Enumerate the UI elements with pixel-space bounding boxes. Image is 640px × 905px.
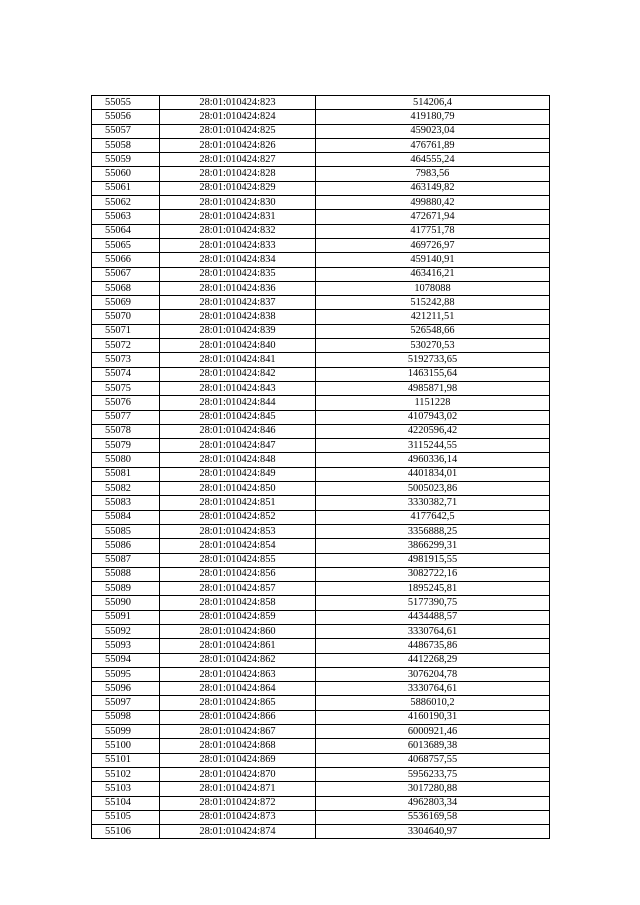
table-row [92, 439, 550, 453]
cadastral-number-cell: 28:01:010424:861 [160, 639, 316, 653]
cadastral-number-cell: 28:01:010424:848 [160, 453, 316, 467]
cadastral-number-cell: 28:01:010424:873 [160, 810, 316, 824]
row-number-cell: 55094 [92, 653, 160, 667]
table-body [92, 96, 550, 839]
cadastral-value-cell: 476761,89 [316, 138, 550, 152]
cadastral-number-cell: 28:01:010424:828 [160, 167, 316, 181]
cadastral-value-cell: 5886010,2 [316, 696, 550, 710]
cadastral-value-cell: 7983,56 [316, 167, 550, 181]
table-row [92, 153, 550, 167]
cadastral-value-cell: 5536169,58 [316, 810, 550, 824]
cadastral-value-cell: 514206,4 [316, 96, 550, 110]
row-number-cell: 55058 [92, 138, 160, 152]
cadastral-number-cell: 28:01:010424:859 [160, 610, 316, 624]
cadastral-value-cell: 6013689,38 [316, 739, 550, 753]
cadastral-value-cell: 4401834,01 [316, 467, 550, 481]
row-number-cell: 55069 [92, 296, 160, 310]
cadastral-number-cell: 28:01:010424:827 [160, 153, 316, 167]
row-number-cell: 55097 [92, 696, 160, 710]
table-row [92, 567, 550, 581]
table-row [92, 453, 550, 467]
cadastral-value-cell: 3082722,16 [316, 567, 550, 581]
table-row [92, 281, 550, 295]
cadastral-value-cell: 5177390,75 [316, 596, 550, 610]
cadastral-value-cell: 4962803,34 [316, 796, 550, 810]
row-number-cell: 55106 [92, 825, 160, 839]
table-row [92, 510, 550, 524]
row-number-cell: 55077 [92, 410, 160, 424]
row-number-cell: 55079 [92, 439, 160, 453]
cadastral-number-cell: 28:01:010424:840 [160, 339, 316, 353]
cadastral-value-cell: 3356888,25 [316, 524, 550, 538]
cadastral-number-cell: 28:01:010424:838 [160, 310, 316, 324]
cadastral-value-cell: 499880,42 [316, 196, 550, 210]
cadastral-value-cell: 459023,04 [316, 124, 550, 138]
cadastral-value-cell: 4985871,98 [316, 381, 550, 395]
table-row [92, 253, 550, 267]
cadastral-number-cell: 28:01:010424:831 [160, 210, 316, 224]
table-row [92, 310, 550, 324]
cadastral-value-cell: 6000921,46 [316, 725, 550, 739]
table-row [92, 496, 550, 510]
cadastral-number-cell: 28:01:010424:853 [160, 524, 316, 538]
table-row [92, 739, 550, 753]
cadastral-value-cell: 5956233,75 [316, 767, 550, 781]
cadastral-number-cell: 28:01:010424:864 [160, 682, 316, 696]
table-row [92, 767, 550, 781]
cadastral-number-cell: 28:01:010424:846 [160, 424, 316, 438]
cadastral-value-cell: 3330764,61 [316, 682, 550, 696]
row-number-cell: 55088 [92, 567, 160, 581]
cadastral-value-cell: 4960336,14 [316, 453, 550, 467]
row-number-cell: 55064 [92, 224, 160, 238]
cadastral-number-cell: 28:01:010424:844 [160, 396, 316, 410]
cadastral-value-cell: 472671,94 [316, 210, 550, 224]
cadastral-number-cell: 28:01:010424:858 [160, 596, 316, 610]
table-row [92, 367, 550, 381]
cadastral-number-cell: 28:01:010424:869 [160, 753, 316, 767]
table-row [92, 667, 550, 681]
table-row [92, 482, 550, 496]
cadastral-value-cell: 4981915,55 [316, 553, 550, 567]
row-number-cell: 55056 [92, 110, 160, 124]
cadastral-value-cell: 459140,91 [316, 253, 550, 267]
cadastral-value-cell: 4177642,5 [316, 510, 550, 524]
cadastral-value-cell: 526548,66 [316, 324, 550, 338]
row-number-cell: 55092 [92, 624, 160, 638]
table-row [92, 624, 550, 638]
row-number-cell: 55080 [92, 453, 160, 467]
cadastral-value-cell: 530270,53 [316, 339, 550, 353]
cadastral-value-cell: 3866299,31 [316, 539, 550, 553]
cadastral-number-cell: 28:01:010424:843 [160, 381, 316, 395]
table-row [92, 110, 550, 124]
table-row [92, 410, 550, 424]
cadastral-value-cell: 4160190,31 [316, 710, 550, 724]
cadastral-number-cell: 28:01:010424:823 [160, 96, 316, 110]
row-number-cell: 55087 [92, 553, 160, 567]
cadastral-number-cell: 28:01:010424:857 [160, 582, 316, 596]
row-number-cell: 55098 [92, 710, 160, 724]
row-number-cell: 55090 [92, 596, 160, 610]
cadastral-number-cell: 28:01:010424:836 [160, 281, 316, 295]
table-row [92, 696, 550, 710]
row-number-cell: 55089 [92, 582, 160, 596]
row-number-cell: 55099 [92, 725, 160, 739]
row-number-cell: 55084 [92, 510, 160, 524]
cadastral-number-cell: 28:01:010424:829 [160, 181, 316, 195]
cadastral-value-cell: 1078088 [316, 281, 550, 295]
row-number-cell: 55103 [92, 782, 160, 796]
cadastral-value-cell: 3330764,61 [316, 624, 550, 638]
table-row [92, 825, 550, 839]
row-number-cell: 55072 [92, 339, 160, 353]
cadastral-number-cell: 28:01:010424:825 [160, 124, 316, 138]
row-number-cell: 55086 [92, 539, 160, 553]
cadastral-number-cell: 28:01:010424:855 [160, 553, 316, 567]
table-row [92, 167, 550, 181]
cadastral-number-cell: 28:01:010424:830 [160, 196, 316, 210]
cadastral-value-cell: 3115244,55 [316, 439, 550, 453]
cadastral-number-cell: 28:01:010424:832 [160, 224, 316, 238]
row-number-cell: 55055 [92, 96, 160, 110]
cadastral-number-cell: 28:01:010424:826 [160, 138, 316, 152]
cadastral-number-cell: 28:01:010424:839 [160, 324, 316, 338]
table-row [92, 782, 550, 796]
table-row [92, 725, 550, 739]
cadastral-number-cell: 28:01:010424:866 [160, 710, 316, 724]
row-number-cell: 55105 [92, 810, 160, 824]
cadastral-number-cell: 28:01:010424:850 [160, 482, 316, 496]
table-row [92, 124, 550, 138]
cadastral-value-cell: 469726,97 [316, 238, 550, 252]
table-row [92, 381, 550, 395]
cadastral-number-cell: 28:01:010424:837 [160, 296, 316, 310]
row-number-cell: 55102 [92, 767, 160, 781]
table-row [92, 596, 550, 610]
cadastral-number-cell: 28:01:010424:871 [160, 782, 316, 796]
table-row [92, 353, 550, 367]
cadastral-value-cell: 3017280,88 [316, 782, 550, 796]
table-row [92, 810, 550, 824]
table-row [92, 653, 550, 667]
row-number-cell: 55063 [92, 210, 160, 224]
cadastral-number-cell: 28:01:010424:833 [160, 238, 316, 252]
row-number-cell: 55062 [92, 196, 160, 210]
table-row [92, 710, 550, 724]
row-number-cell: 55081 [92, 467, 160, 481]
cadastral-number-cell: 28:01:010424:841 [160, 353, 316, 367]
cadastral-number-cell: 28:01:010424:824 [160, 110, 316, 124]
table-row [92, 396, 550, 410]
row-number-cell: 55104 [92, 796, 160, 810]
table-row [92, 796, 550, 810]
row-number-cell: 55075 [92, 381, 160, 395]
cadastral-value-cell: 3304640,97 [316, 825, 550, 839]
cadastral-value-cell: 4434488,57 [316, 610, 550, 624]
table-row [92, 181, 550, 195]
row-number-cell: 55068 [92, 281, 160, 295]
row-number-cell: 55095 [92, 667, 160, 681]
table-row [92, 639, 550, 653]
row-number-cell: 55101 [92, 753, 160, 767]
row-number-cell: 55096 [92, 682, 160, 696]
row-number-cell: 55061 [92, 181, 160, 195]
cadastral-number-cell: 28:01:010424:863 [160, 667, 316, 681]
table-row [92, 96, 550, 110]
table-row [92, 196, 550, 210]
table-row [92, 467, 550, 481]
cadastral-value-cell: 419180,79 [316, 110, 550, 124]
cadastral-value-cell: 417751,78 [316, 224, 550, 238]
row-number-cell: 55100 [92, 739, 160, 753]
cadastral-number-cell: 28:01:010424:854 [160, 539, 316, 553]
cadastral-value-cell: 1151228 [316, 396, 550, 410]
table-row [92, 424, 550, 438]
table-row [92, 553, 550, 567]
cadastral-number-cell: 28:01:010424:860 [160, 624, 316, 638]
row-number-cell: 55070 [92, 310, 160, 324]
row-number-cell: 55059 [92, 153, 160, 167]
table-row [92, 753, 550, 767]
cadastral-number-cell: 28:01:010424:852 [160, 510, 316, 524]
row-number-cell: 55076 [92, 396, 160, 410]
cadastral-value-cell: 1463155,64 [316, 367, 550, 381]
cadastral-value-cell: 5192733,65 [316, 353, 550, 367]
cadastral-value-cell: 5005023,86 [316, 482, 550, 496]
cadastral-value-cell: 421211,51 [316, 310, 550, 324]
cadastral-number-cell: 28:01:010424:868 [160, 739, 316, 753]
table-row [92, 682, 550, 696]
cadastral-value-cell: 4412268,29 [316, 653, 550, 667]
cadastral-value-cell: 3330382,71 [316, 496, 550, 510]
cadastral-number-cell: 28:01:010424:867 [160, 725, 316, 739]
table-row [92, 539, 550, 553]
cadastral-number-cell: 28:01:010424:851 [160, 496, 316, 510]
table-row [92, 324, 550, 338]
table-row [92, 267, 550, 281]
cadastral-number-cell: 28:01:010424:870 [160, 767, 316, 781]
cadastral-value-cell: 463416,21 [316, 267, 550, 281]
cadastral-number-cell: 28:01:010424:845 [160, 410, 316, 424]
cadastral-value-table [91, 95, 550, 839]
row-number-cell: 55065 [92, 238, 160, 252]
table-row [92, 224, 550, 238]
cadastral-number-cell: 28:01:010424:835 [160, 267, 316, 281]
row-number-cell: 55091 [92, 610, 160, 624]
row-number-cell: 55067 [92, 267, 160, 281]
cadastral-number-cell: 28:01:010424:872 [160, 796, 316, 810]
table-row [92, 138, 550, 152]
table-row [92, 524, 550, 538]
row-number-cell: 55073 [92, 353, 160, 367]
cadastral-number-cell: 28:01:010424:862 [160, 653, 316, 667]
row-number-cell: 55082 [92, 482, 160, 496]
row-number-cell: 55071 [92, 324, 160, 338]
cadastral-number-cell: 28:01:010424:865 [160, 696, 316, 710]
cadastral-value-cell: 463149,82 [316, 181, 550, 195]
cadastral-value-cell: 464555,24 [316, 153, 550, 167]
cadastral-number-cell: 28:01:010424:849 [160, 467, 316, 481]
table-row [92, 238, 550, 252]
table-row [92, 582, 550, 596]
cadastral-value-cell: 4220596,42 [316, 424, 550, 438]
cadastral-value-cell: 3076204,78 [316, 667, 550, 681]
cadastral-number-cell: 28:01:010424:847 [160, 439, 316, 453]
table-row [92, 296, 550, 310]
cadastral-value-cell: 4107943,02 [316, 410, 550, 424]
row-number-cell: 55093 [92, 639, 160, 653]
row-number-cell: 55085 [92, 524, 160, 538]
row-number-cell: 55066 [92, 253, 160, 267]
cadastral-number-cell: 28:01:010424:834 [160, 253, 316, 267]
row-number-cell: 55074 [92, 367, 160, 381]
cadastral-value-cell: 515242,88 [316, 296, 550, 310]
row-number-cell: 55083 [92, 496, 160, 510]
cadastral-value-cell: 4068757,55 [316, 753, 550, 767]
row-number-cell: 55078 [92, 424, 160, 438]
cadastral-value-cell: 4486735,86 [316, 639, 550, 653]
cadastral-value-cell: 1895245,81 [316, 582, 550, 596]
table-row [92, 339, 550, 353]
row-number-cell: 55060 [92, 167, 160, 181]
cadastral-number-cell: 28:01:010424:842 [160, 367, 316, 381]
table-row [92, 210, 550, 224]
row-number-cell: 55057 [92, 124, 160, 138]
cadastral-number-cell: 28:01:010424:856 [160, 567, 316, 581]
table-row [92, 610, 550, 624]
cadastral-number-cell: 28:01:010424:874 [160, 825, 316, 839]
